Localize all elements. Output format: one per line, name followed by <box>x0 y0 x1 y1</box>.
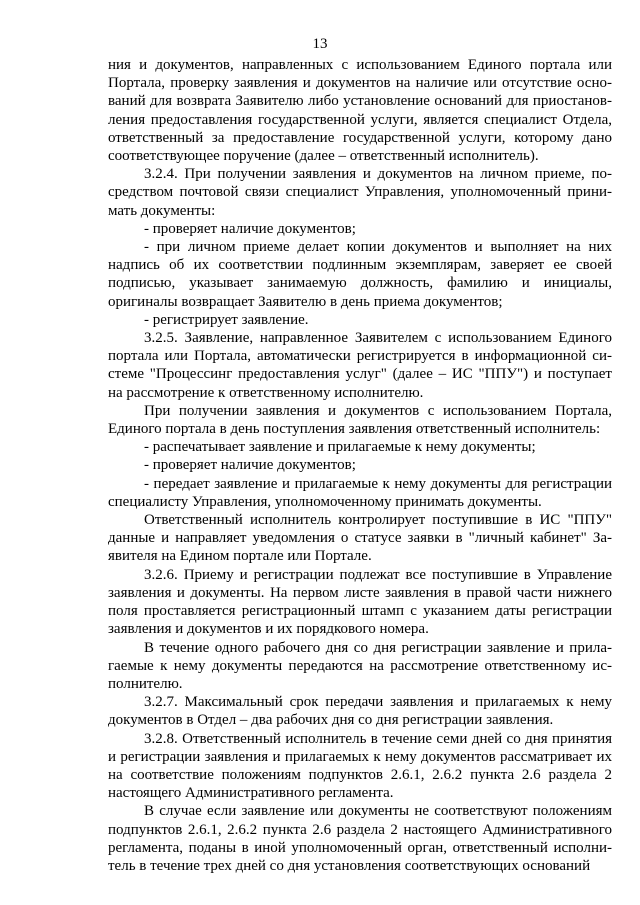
list-item: - регистрирует заявление. <box>144 311 309 328</box>
paragraph-continuation: ния и документов, направленных с использованием Единого портала или Портала, проверку заявления и документов на наличие или отсутствие оснований для возврата Заявителю либо установление оснований для приостановления предоставления государственной услуги, является специалист Отдела, ответственный за предоставление государственной услуги, которому дано соответствующее поручение (далее – ответственный исполнитель). <box>108 57 612 165</box>
page-number: 13 <box>312 36 328 52</box>
list-item: - проверяет наличие документов; <box>144 220 356 237</box>
list-item: - распечатывает заявление и прилагаемые к нему документы; <box>144 439 536 456</box>
paragraph-3-2-4: 3.2.4. При получении заявления и документов на личном приеме, посредством почтовой связи специалист Управления, уполномоченный принимать документы: <box>108 166 612 219</box>
paragraph-3-2-8: 3.2.8. Ответственный исполнитель в течение семи дней со дня принятия и регистрации заявления и прилагаемых к нему документов рассматривает их на соответствие положениям подпунктов 2.6.1, 2.6.2 пункта 2.6 раздела 2 настоящего Административного регламента. <box>108 730 612 802</box>
paragraph: В течение одного рабочего дня со дня регистрации заявление и прилагаемые к нему документы передаются на рассмотрение ответственному исполнителю. <box>108 639 612 692</box>
paragraph: Ответственный исполнитель контролирует поступившие в ИС "ППУ" данные и направляет уведомления о статусе заявки в "личный кабинет" Заявителя на Едином портале или Портале. <box>108 512 612 565</box>
list-item: - при личном приеме делает копии документов и выполняет на них надпись об их соответствии подлинным экземплярам, заверяет ее своей подписью, указывает занимаемую должность, фамилию и инициалы, оригиналы возвращает Заявителю в день приема документов; <box>108 239 612 310</box>
paragraph-3-2-5: 3.2.5. Заявление, направленное Заявителем с использованием Единого портала или Портала, автоматически регистрируется в информационной системе "Процессинг предоставления услуг" (далее – ИС "ППУ") и поступает на рассмотрение к ответственному исполнителю. <box>108 330 612 401</box>
paragraph-3-2-7: 3.2.7. Максимальный срок передачи заявления и прилагаемых к нему документов в Отдел – два рабочих дня со дня регистрации заявления. <box>108 694 612 729</box>
paragraph-3-2-6: 3.2.6. Приему и регистрации подлежат все поступившие в Управление заявления и документы. На первом листе заявления в правой части нижнего поля проставляется регистрационный штамп с указанием даты регистрации заявления и документов и их порядкового номера. <box>108 566 612 638</box>
paragraph: При получении заявления и документов с использованием Портала, Единого портала в день поступления заявления ответственный исполнитель: <box>108 402 612 438</box>
list-item: - проверяет наличие документов; <box>144 457 356 474</box>
list-item: - передает заявление и прилагаемые к нему документы для регистрации специалисту Управления, уполномоченному принимать документы. <box>108 475 612 510</box>
document-body <box>108 56 612 875</box>
paragraph: В случае если заявление или документы не соответствуют положениям подпунктов 2.6.1, 2.6.2 пункта 2.6 раздела 2 настоящего Административного регламента, поданы в иной уполномоченный орган, ответственный исполнитель в течение трех дней со дня установления соответствующих оснований <box>108 803 612 874</box>
